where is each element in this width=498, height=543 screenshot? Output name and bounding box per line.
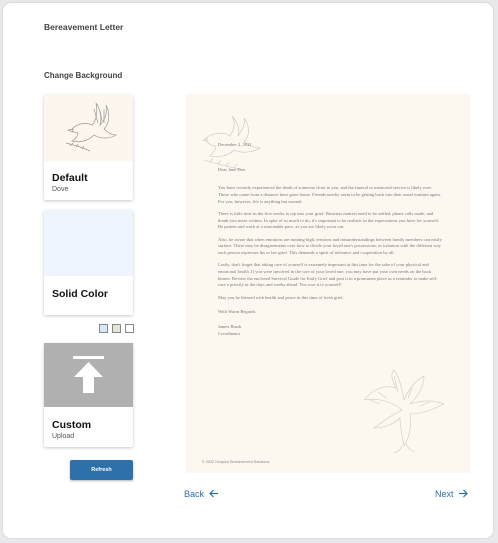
card-title: Default — [52, 172, 88, 184]
letter-copyright: © 2022 Hospice Bereavement Solutions — [202, 460, 270, 464]
refresh-button[interactable]: Refresh — [70, 460, 133, 480]
background-card-solid-color[interactable] — [44, 210, 133, 315]
letter-signer-name: James Brush — [218, 323, 242, 329]
dove-icon — [44, 95, 133, 161]
page-title: Bereavement Letter — [44, 22, 124, 32]
arrow-left-icon — [209, 489, 219, 498]
card-title: Custom — [52, 419, 92, 431]
dove-icon — [360, 370, 446, 454]
letter-paragraph: May you be blessed with health and peace in this time of fresh grief. — [218, 294, 344, 300]
letter-preview — [186, 94, 470, 473]
back-link[interactable] — [184, 489, 219, 499]
card-subtitle: Dove — [52, 186, 69, 193]
main-panel — [3, 3, 493, 538]
swatch-white[interactable] — [125, 324, 134, 333]
upload-icon — [44, 343, 133, 407]
next-label: Next — [435, 489, 454, 499]
swatch-beige[interactable] — [112, 324, 121, 333]
background-card-custom[interactable] — [44, 343, 133, 447]
letter-paragraph: There is little time in the first weeks to tap into your grief. Business matters need to be settled, phone calls made, and thank-you notes written. In spite of so much to do, it's important to be realistic in the expectations you have for yourself. Be patient and work at a reasonable pace, as you are likely worn out. — [218, 211, 440, 230]
dove-thumbnail — [44, 95, 133, 161]
letter-signer-title: Coordinator — [218, 330, 241, 336]
next-link[interactable] — [435, 489, 468, 499]
letter-body — [218, 142, 444, 337]
upload-preview — [44, 343, 133, 407]
background-card-default[interactable] — [44, 95, 133, 200]
arrow-right-icon — [458, 489, 468, 498]
letter-paragraph: Lastly, don't forget that taking care of yourself is extremely important at this time for the sake of your physical and emotional health. If you were involved in the care of your loved one, you may have put your own needs on the back burner. Review the enclosed Survival Guide for Early Grief and post it in a prominent place as a reminder to make self-care a priority in the days and weeks ahead. You owe it to yourself! — [218, 262, 438, 288]
letter-salutation: Dear Jane Doe, — [218, 166, 247, 172]
card-subtitle: Upload — [52, 433, 75, 440]
back-label: Back — [184, 489, 205, 499]
letter-paragraph: Also, be aware that when emotions are running high, tensions and misunderstandings between family members can easily surface. There may be disagreements over how to divide your loved one's possessions, or irritation with the different way each person expresses his or her grief. This demands a spirit of tolerance and cooperation by all. — [218, 236, 442, 256]
letter-date: December 2, 2021 — [218, 142, 252, 147]
letter-paragraph: You have recently experienced the death of someone close to you, and the funeral or memorial service is likely over. Those who came from a distance have gone home. Friends nearby seem to be getting back into their usual routines again. For you, however, life is anything but normal. — [218, 185, 441, 204]
solid-color-preview — [44, 210, 133, 276]
card-title: Solid Color — [52, 288, 108, 300]
section-title: Change Background — [44, 71, 123, 80]
letter-closing: With Warm Regards — [218, 309, 256, 315]
swatch-light-blue[interactable] — [99, 324, 108, 333]
